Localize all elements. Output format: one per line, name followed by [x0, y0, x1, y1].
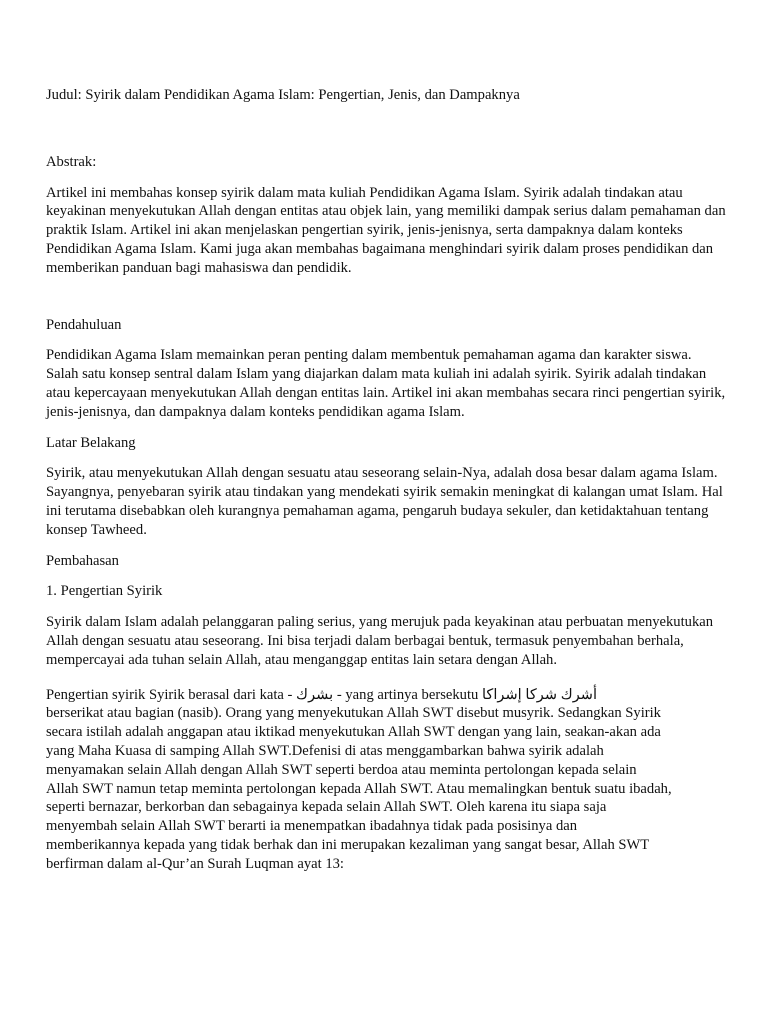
- etymology-line: berfirman dalam al-Qur’an Surah Luqman ayat 13:: [46, 855, 344, 872]
- latar-belakang-text: Syirik, atau menyekutukan Allah dengan sesuatu atau seseorang selain-Nya, adalah dosa besar dalam agama Islam. Sayangnya, penyebaran syirik atau tindakan yang mendekati syirik semakin meningkat di kalangan umat Islam. Hal ini terutama disebabkan oleh kurangnya pemahaman agama, pengaruh budaya sekuler, dan ketidaktahuan tentang konsep Tawheed.: [46, 465, 723, 538]
- pengertian-syirik-text: Syirik dalam Islam adalah pelanggaran paling serius, yang merujuk pada keyakinan atau perbuatan menyekutukan Allah dengan sesuatu atau seseorang. Ini bisa terjadi dalam berbagai bentuk, termasuk penyembahan berhala, mempercayai ada tuhan selain Allah, atau menganggap entitas lain setara dengan Allah.: [46, 614, 714, 668]
- etymology-line: berserikat atau bagian (nasib). Orang yang menyekutukan Allah SWT disebut musyrik. Sedangkan Syirik: [46, 705, 661, 722]
- pengertian-syirik-subheading: 1. Pengertian Syirik: [46, 583, 163, 600]
- etymology-line: Pengertian syirik Syirik berasal dari kata - بشرك - yang artinya bersekutu أشرك شركا إشراكا: [46, 686, 598, 703]
- etymology-line: menyamakan selain Allah dengan Allah SWT seperti berdoa atau meminta pertolongan kepada selain: [46, 761, 637, 778]
- document-page: [46, 86, 726, 874]
- pendahuluan-heading: Pendahuluan: [46, 316, 122, 333]
- etymology-line: yang Maha Kuasa di samping Allah SWT.Defenisi di atas menggambarkan bahwa syirik adalah: [46, 742, 604, 759]
- abstract-text: Artikel ini membahas konsep syirik dalam mata kuliah Pendidikan Agama Islam. Syirik adalah tindakan atau keyakinan menyekutukan Allah dengan entitas atau objek lain, yang memiliki dampak serius dalam pemahaman dan praktik Islam. Artikel ini akan menjelaskan pengertian syirik, jenis-jenisnya, serta dampaknya dalam konteks Pendidikan Agama Islam. Kami juga akan membahas bagaimana menghindari syirik dalam proses pendidikan dan memberikan panduan bagi mahasiswa dan pendidik.: [46, 184, 726, 276]
- abstract-heading: Abstrak:: [46, 153, 97, 170]
- etymology-paragraph: [46, 686, 726, 874]
- etymology-line: memberikannya kepada yang tidak berhak dan ini merupakan kezaliman yang sangat besar, Allah SWT: [46, 836, 650, 853]
- etymology-line: secara istilah adalah anggapan atau iktikad menyekutukan Allah SWT dengan yang lain, seakan-akan ada: [46, 724, 661, 741]
- pembahasan-heading: Pembahasan: [46, 552, 119, 569]
- latar-belakang-heading: Latar Belakang: [46, 434, 136, 451]
- etymology-line: seperti bernazar, berkorban dan sebagainya kepada selain Allah SWT. Oleh karena itu siapa saja: [46, 799, 607, 816]
- document-title: Judul: Syirik dalam Pendidikan Agama Islam: Pengertian, Jenis, dan Dampaknya: [46, 87, 520, 103]
- etymology-line: Allah SWT namun tetap meminta pertolongan kepada Allah SWT. Atau memalingkan bentuk suatu ibadah,: [46, 780, 672, 797]
- pendahuluan-text: Pendidikan Agama Islam memainkan peran penting dalam membentuk pemahaman agama dan karakter siswa. Salah satu konsep sentral dalam Islam yang diajarkan dalam mata kuliah ini adalah syirik. Syirik adalah tindakan atau kepercayaan menyekutukan Allah dengan entitas lain. Artikel ini akan membahas secara rinci pengertian syirik, jenis-jenisnya, dan dampaknya dalam konteks pendidikan agama Islam.: [46, 347, 726, 420]
- etymology-line: menyembah selain Allah SWT berarti ia menempatkan ibadahnya tidak pada posisinya dan: [46, 818, 578, 835]
